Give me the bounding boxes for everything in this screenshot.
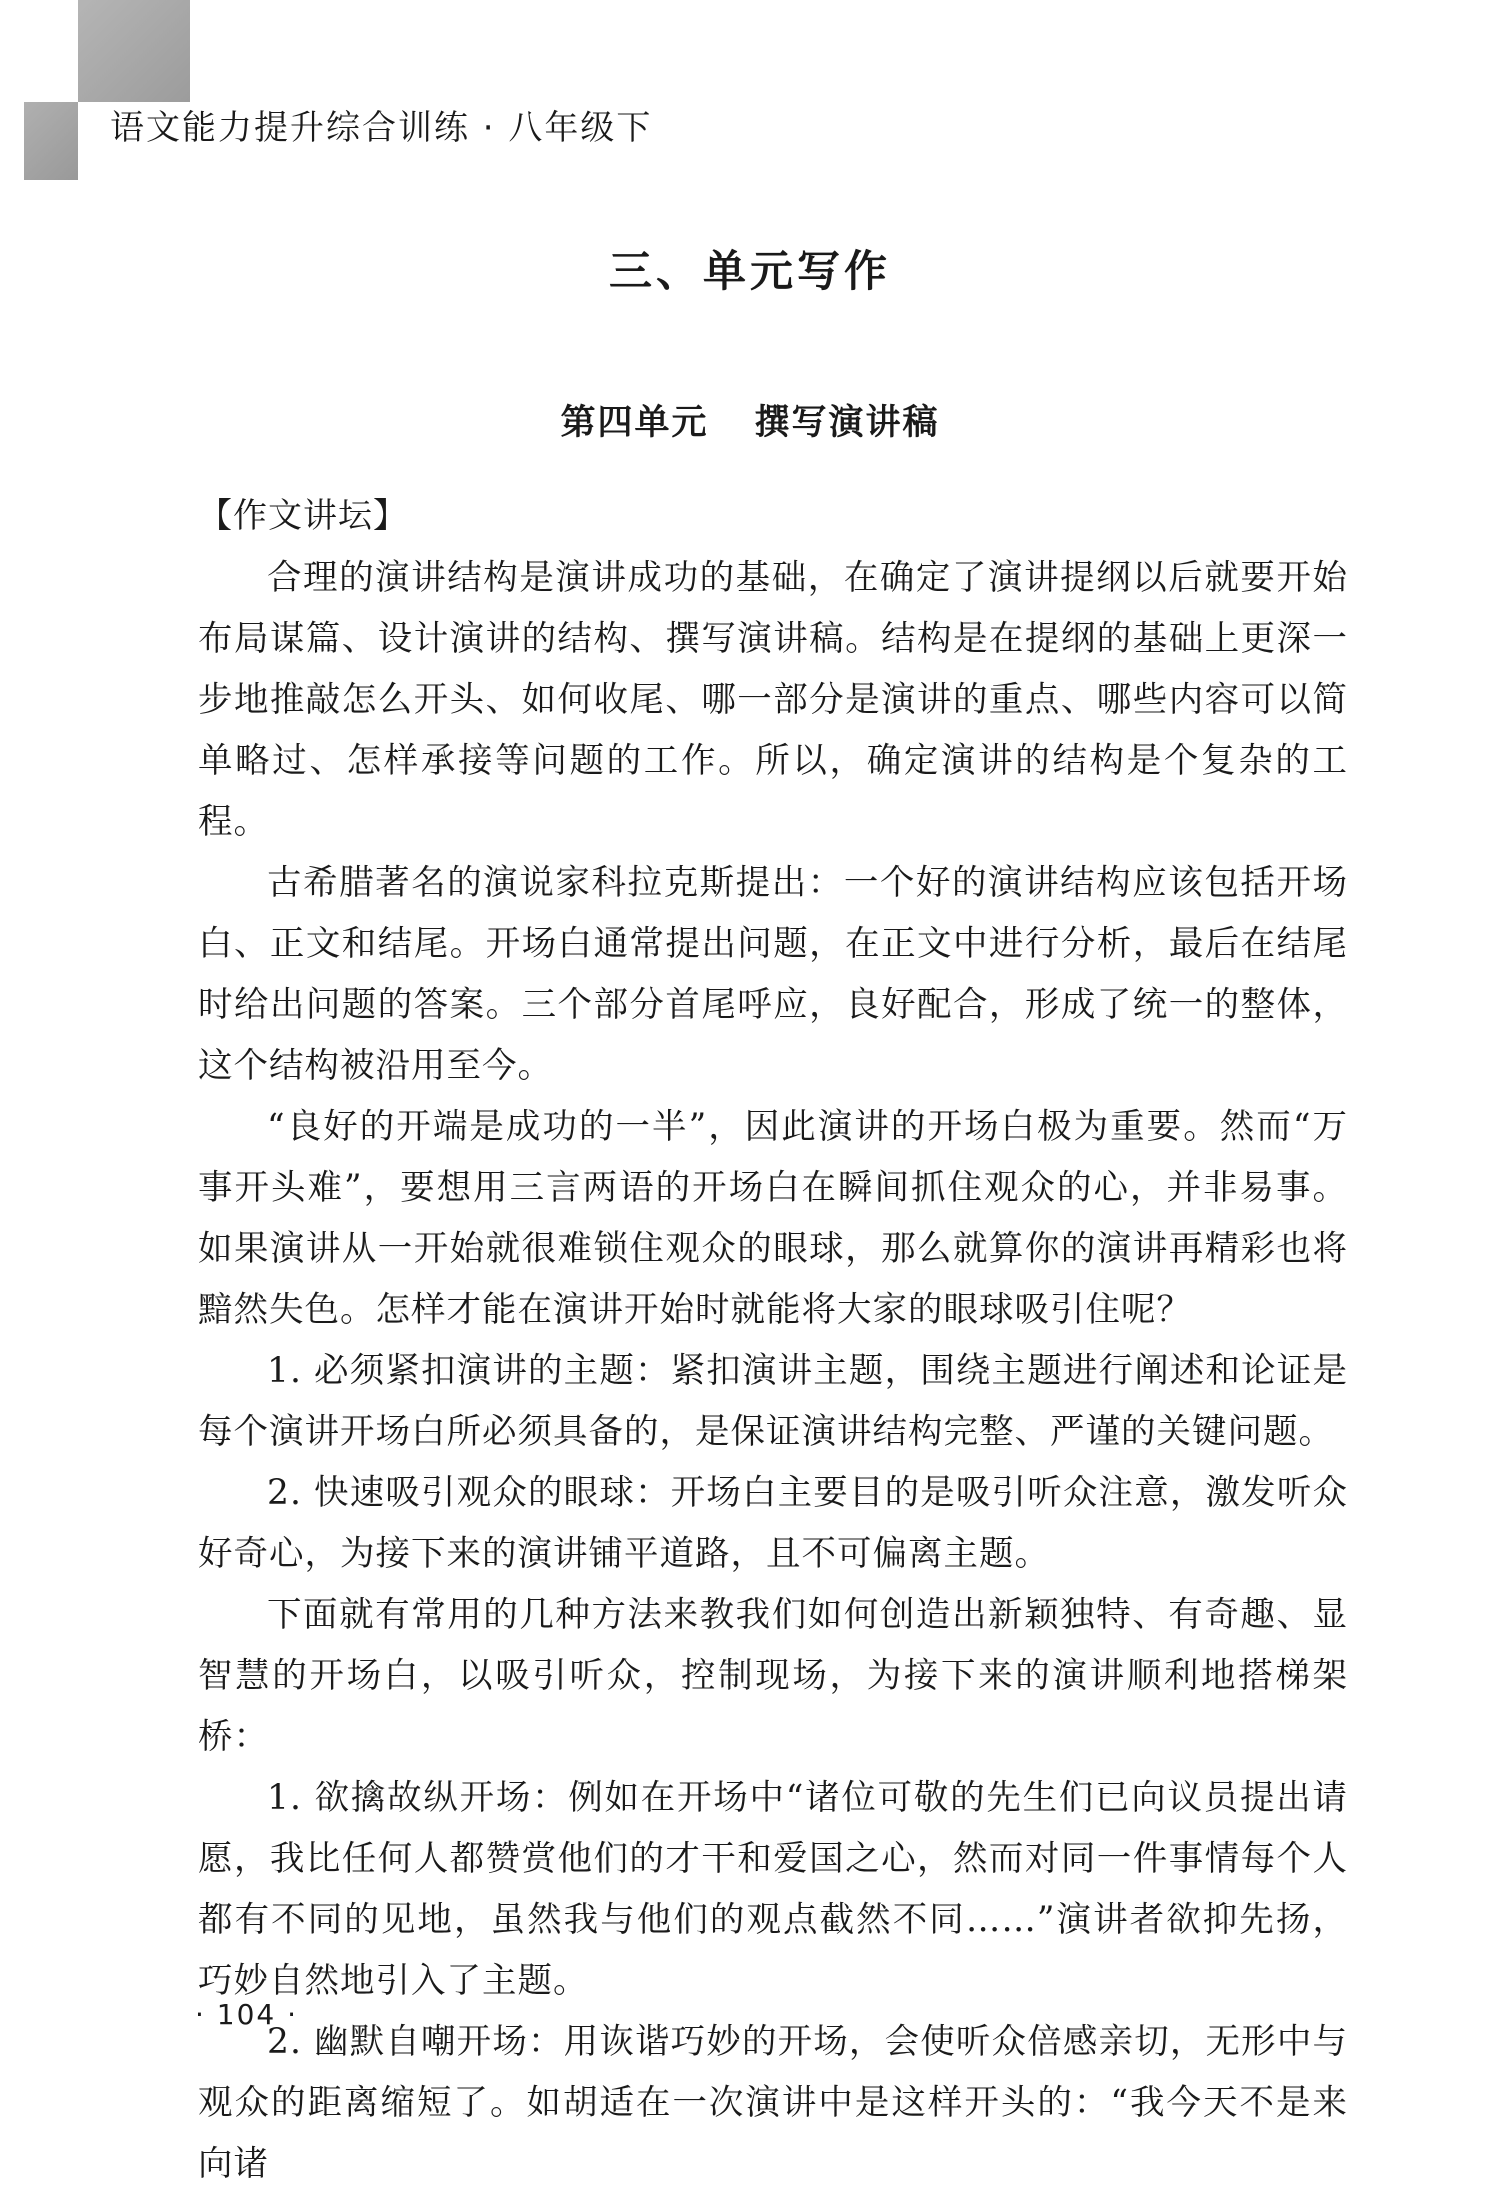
body-text [198,548,1348,2195]
unit-title [0,395,1500,445]
paragraph: 古希腊著名的演说家科拉克斯提出：一个好的演讲结构应该包括开场白、正文和结尾。开场白通常提出问题，在正文中进行分析，最后在结尾时给出问题的答案。三个部分首尾呼应，良好配合，形成了统一的整体，这个结构被沿用至今。 [198,863,1348,1086]
section-title: 三、单元写作 [609,247,891,297]
paragraph: “良好的开端是成功的一半”，因此演讲的开场白极为重要。然而“万事开头难”，要想用三言两语的开场白在瞬间抓住观众的心，并非易事。如果演讲从一开始就很难锁住观众的眼球，那么就算你的演讲再精彩也将黯然失色。怎样才能在演讲开始时就能将大家的眼球吸引住呢？ [198,1107,1348,1330]
corner-decoration-small [24,102,78,180]
running-header: 语文能力提升综合训练 · 八年级下 [110,108,653,148]
unit-label: 第四单元 [560,402,709,443]
paragraph: 2. 快速吸引观众的眼球：开场白主要目的是吸引听众注意，激发听众好奇心，为接下来的演讲铺平道路，且不可偏离主题。 [198,1473,1348,1574]
paragraph: 合理的演讲结构是演讲成功的基础，在确定了演讲提纲以后就要开始布局谋篇、设计演讲的结构、撰写演讲稿。结构是在提纲的基础上更深一步地推敲怎么开头、如何收尾、哪一部分是演讲的重点、哪些内容可以简单略过、怎样承接等问题的工作。所以，确定演讲的结构是个复杂的工程。 [198,558,1348,842]
paragraph: 下面就有常用的几种方法来教我们如何创造出新颖独特、有奇趣、显智慧的开场白，以吸引听众，控制现场，为接下来的演讲顺利地搭梯架桥： [198,1595,1348,1757]
corner-decoration-large [78,0,190,102]
paragraph: 2. 幽默自嘲开场：用诙谐巧妙的开场，会使听众倍感亲切，无形中与观众的距离缩短了。如胡适在一次演讲中是这样开头的：“我今天不是来向诸 [198,2022,1348,2184]
page-number: · 104 · [195,1998,299,2031]
unit-topic: 撰写演讲稿 [754,402,940,443]
paragraph: 1. 必须紧扣演讲的主题：紧扣演讲主题，围绕主题进行阐述和论证是每个演讲开场白所必须具备的，是保证演讲结构完整、严谨的关键问题。 [198,1351,1348,1452]
paragraph: 1. 欲擒故纵开场：例如在开场中“诸位可敬的先生们已向议员提出请愿，我比任何人都赞赏他们的才干和爱国之心，然而对同一件事情每个人都有不同的见地，虽然我与他们的观点截然不同……”演讲者欲抑先扬，巧妙自然地引入了主题。 [198,1778,1348,2001]
lecture-heading: 【作文讲坛】 [198,496,408,536]
